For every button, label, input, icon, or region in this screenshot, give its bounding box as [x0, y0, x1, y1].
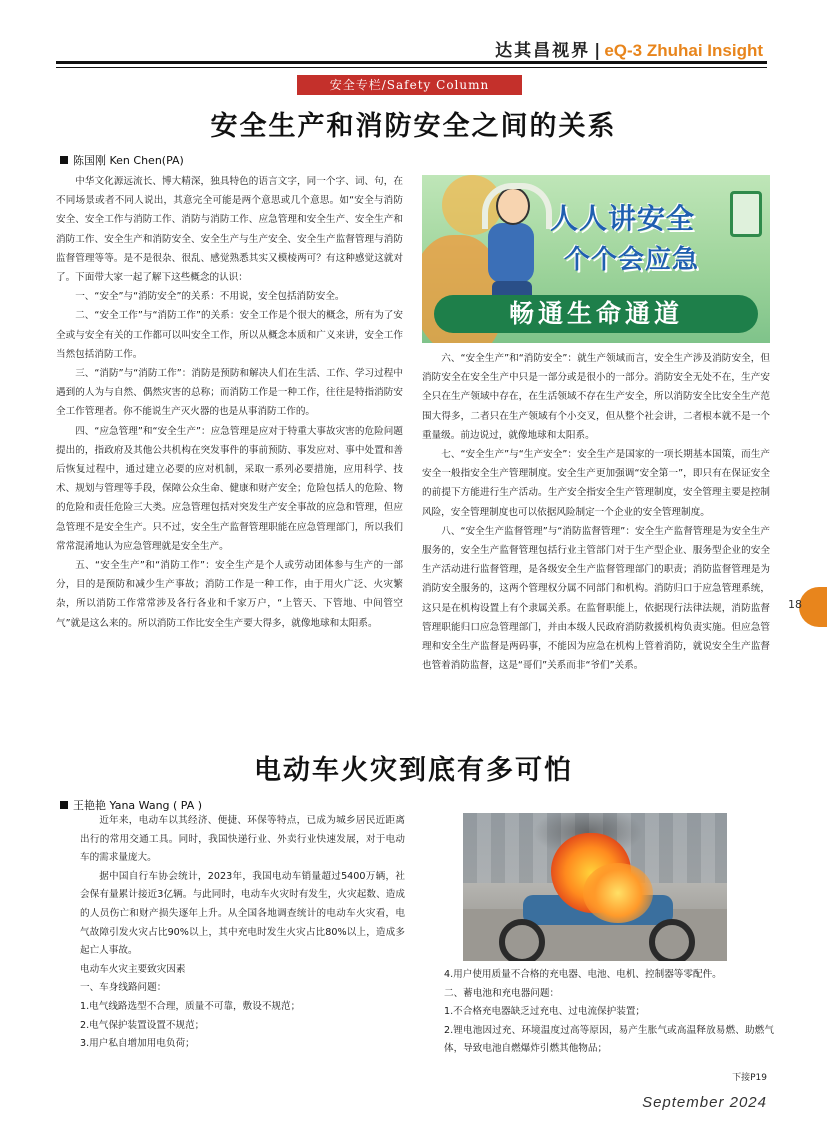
article1-column-left	[56, 172, 403, 633]
article2-left-paragraph: 近年来，电动车以其经济、便捷、环保等特点，已成为城乡居民近距离出行的常用交通工具。同时，我国快递行业、外卖行业快速发展，对于电动车的需求量庞大。	[80, 815, 405, 864]
article2-left-list-item: 2.电气保护装置设置不规范；	[80, 1019, 205, 1031]
header-rule-thick	[56, 61, 767, 64]
safety-poster-image	[422, 175, 770, 343]
scooter-wheel-icon	[649, 919, 695, 961]
page-number: 18	[788, 598, 802, 611]
author-square-icon	[60, 801, 68, 809]
article1-column-right	[422, 349, 770, 675]
article2-right-list-item: 1.不合格充电器缺乏过充电、过电流保护装置；	[444, 1006, 646, 1018]
poster-slogan-1: 人人讲安全	[550, 202, 696, 235]
footer-issue-date: September 2024	[642, 1094, 767, 1111]
poster-band-text: 畅通生命通道	[434, 295, 758, 333]
article2-left-list-item: 3.用户私自增加用电负荷；	[80, 1038, 195, 1050]
article2-right-list-item: 2.锂电池因过充、环境温度过高等原因，易产生胀气或高温释放易燃、助燃气体，导致电池自燃爆炸引燃其他物品；	[444, 1024, 774, 1055]
scooter-wheel-icon	[499, 919, 545, 961]
article1-title: 安全生产和消防安全之间的关系	[210, 111, 617, 142]
article1-left-paragraph: 五、“安全生产”和“消防工作”：安全生产是个人或劳动团体参与生产的一部分，目的是预防和减少生产事故；消防工作是一种工作，由于用火广泛、火灾繁杂，所以消防工作常常涉及各行各业和千家万户，“上管天、下管地、中间管空气”就是这么来的。所以消防工作比安全生产要大得多，就像地球和太阳系。	[56, 560, 403, 629]
article2-right-list-item: 二、蓄电池和充电器问题：	[444, 987, 560, 999]
article1-right-paragraph: 八、“安全生产监督管理”与“消防监督管理”：安全生产监督管理是为安全生产服务的，安全生产监督管理包括行业主管部门对于生产型企业、服务型企业的安全生产活动进行监督管理，是各级安全生产监督管理部门的职责；消防监督管理是为消防安全服务的，这两个管理权分属不同部门和机构。消防归口于应急管理系统，这只是在机构设置上有个隶属关系。在监督职能上，依据现行法律法规，消防监督管理职能归口应急管理部门，并由本级人民政府消防救援机构负责实施。但应急管理和安全生产监督是两码事，不能因为应急在机构上管着消防，就说安全生产监督也管着消防监督，这是“哥们”关系而非“爷们”关系。	[422, 525, 770, 672]
article2-author	[60, 797, 202, 813]
article2-left-list-item: 1.电气线路选型不合理，质量不可靠，敷设不规范；	[80, 1000, 301, 1012]
article2-left-paragraph: 据中国自行车协会统计，2023年，我国电动车销量超过5400万辆，社会保有量累计接近3亿辆。与此同时，电动车火灾时有发生，火灾起数、造成的人员伤亡和财产损失逐年上升。从全国各地调查统计的电动车火灾看，电气故障引发火灾占比90%以上，其中充电时发生火灾占比80%以上，造成多起亡人事故。	[80, 870, 405, 957]
article1-author	[60, 152, 184, 168]
article1-right-paragraph: 七、“安全生产”与“生产安全”：安全生产是国家的一项长期基本国策，而生产安全一般指安全生产管理制度。安全生产更加强调“安全第一”，即只有在保证安全的前提下方能进行生产活动。生产安全指安全生产管理制度，安全管理主要是控制风险，安全管理制度也可以依据风险制定一个企业的安全管理制度。	[422, 449, 770, 518]
article1-left-paragraph: 四、“应急管理”和“安全生产”：应急管理是应对于特重大事故灾害的危险问题提出的，指政府及其他公共机构在突发事件的事前预防、事发应对、事中处置和善后恢复过程中，通过建立必要的应对机制，采取一系列必要措施，应用科学、技术、规划与管理等手段，保障公众生命、健康和财产安全；危险包括人的危险、物的危险和责任危险三大类。应急管理包括对突发生产安全事故的应急和管理，但应急管理不是安全生产。只不过，安全生产监督管理职能在应急管理部门，所以我们常常混淆地认为应急管理就是安全生产。	[56, 425, 403, 552]
header-rule-thin	[56, 67, 767, 68]
article2-right-list-item: 4.用户使用质量不合格的充电器、电池、电机、控制器等零配件。	[444, 969, 722, 980]
article1-right-paragraph: 六、“安全生产”和“消防安全”：就生产领域而言，安全生产涉及消防安全，但消防安全在安全生产中只是一部分或是很小的一部分。消防安全无处不在，生产安全只在生产领域中存在，在生活领域不存在生产安全，所以消防安全比安全生产范围大得多，二者只在生产领域有个小交叉，但从整个社会讲，二者根本就不是一个重量级。前边说过，就像地球和太阳系。	[422, 353, 770, 441]
author-square-icon	[60, 156, 68, 164]
article2-column-left	[80, 812, 405, 1054]
exit-sign-icon	[730, 191, 762, 237]
brand-english: eQ-3 Zhuhai Insight	[604, 41, 763, 60]
page-tab-marker	[799, 587, 827, 627]
continued-note: 下接P19	[732, 1073, 767, 1083]
burning-electric-scooter-photo	[463, 813, 727, 961]
article1-left-paragraph: 中华文化源远流长、博大精深，独具特色的语言文字，同一个字、词、句，在不同场景或者不同人说出，其意完全可能是两个意思或几个意思。如“安全与消防安全、安全工作与消防工作、消防与消防工作、应急管理和安全生产、安全生产和消防工作、安全生产和消防安全、安全生产与生产安全、安全生产监督管理与消防监督管理等等。是不是很杂、很乱、感觉熟悉其实又模棱两可？有这种感觉这就对了。下面带大家一起了解下这些概念的认识：	[56, 176, 403, 284]
header-brand	[495, 36, 763, 61]
poster-slogan-2: 个个会应急	[564, 245, 700, 275]
article2-left-list-item: 一、车身线路问题：	[80, 982, 167, 994]
article2-title: 电动车火灾到底有多可怕	[254, 755, 573, 786]
article1-left-paragraph: 一、“安全”与“消防安全”的关系：不用说，安全包括消防安全。	[75, 291, 345, 303]
column-tag: 安全专栏/Safety Column	[297, 75, 522, 95]
brand-chinese: 达其昌视界	[495, 41, 591, 61]
brand-separator: |	[594, 41, 601, 61]
fire-icon	[583, 863, 653, 923]
article1-left-paragraph: 二、“安全工作”与“消防工作”的关系：安全工作是个很大的概念，所有为了安全或与安全有关的工作都可以叫安全工作，所以从概念本质和广义来讲，安全工作当然包括消防工作。	[56, 310, 403, 360]
article1-author-name: 陈国刚 Ken Chen(PA)	[73, 154, 184, 167]
article1-left-paragraph: 三、“消防”与“消防工作”：消防是预防和解决人们在生活、工作、学习过程中遇到的人为与自然、偶然灾害的总称；而消防工作是一种工作，往往是特指消防安全工作管理者。你不能说生产灭火器的也是从事消防工作的。	[56, 368, 403, 418]
article2-column-right	[444, 966, 774, 1059]
article2-left-list-item: 电动车火灾主要致灾因素	[80, 963, 186, 975]
article2-author-name: 王艳艳 Yana Wang ( PA )	[73, 799, 203, 812]
